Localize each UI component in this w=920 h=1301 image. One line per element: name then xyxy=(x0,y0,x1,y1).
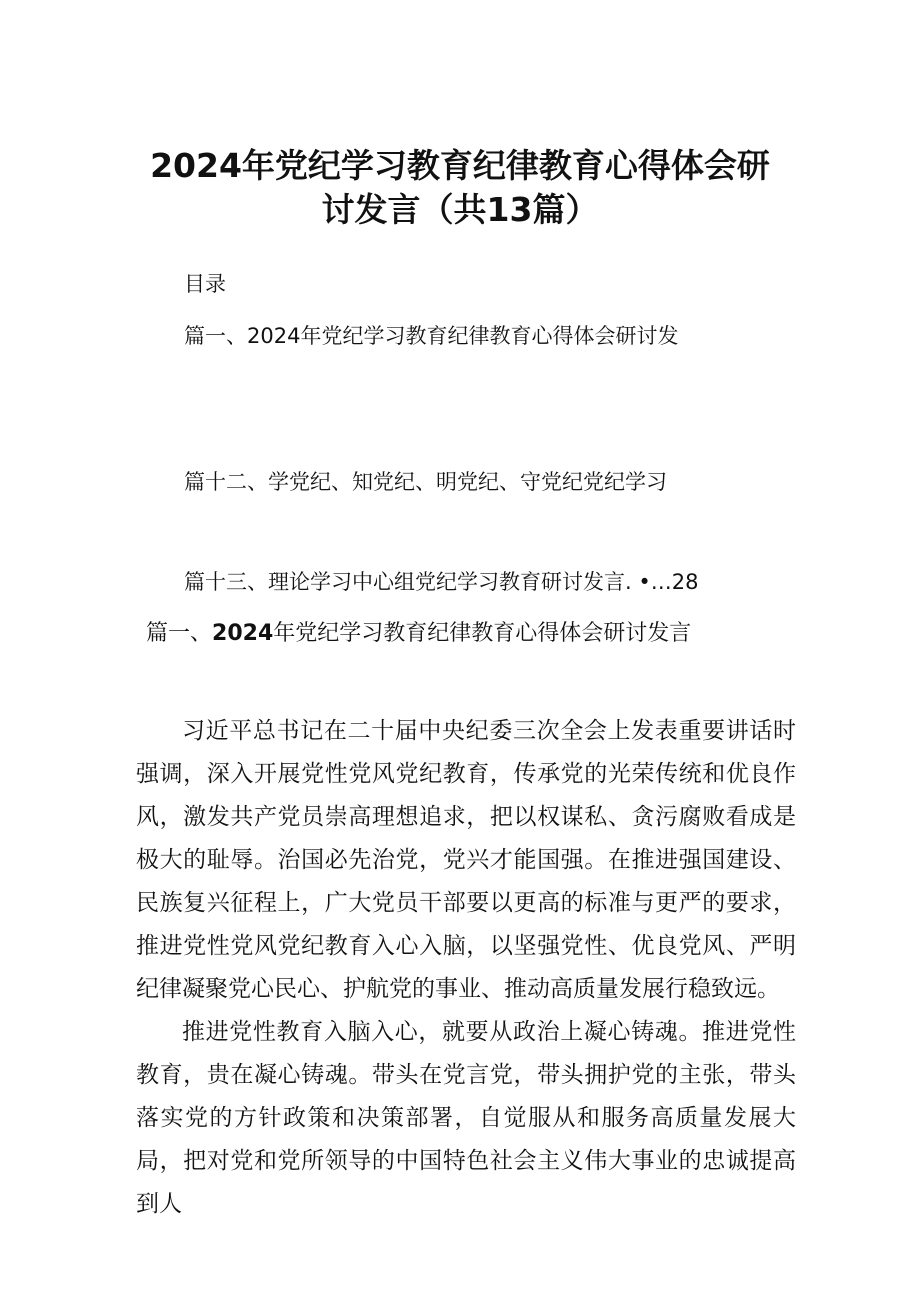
body-paragraph: 习近平总书记在二十届中央纪委三次全会上发表重要讲话时强调，深入开展党性党风党纪教育，传承党的光荣传统和优良作风，激发共产党员崇高理想追求，把以权谋私、贪污腐败看成是极大的耻辱。治国必先治党，党兴才能国强。在推进强国建设、民族复兴征程上，广大党员干部要以更高的标准与更严的要求，推进党性党风党纪教育入心入脑，以坚强党性、优良党风、严明纪律凝聚党心民心、护航党的事业、推动高质量发展行稳致远。 xyxy=(136,718,796,1002)
toc-item[interactable]: 篇一、2024年党纪学习教育纪律教育心得体会研讨发 xyxy=(184,324,679,348)
toc-item[interactable]: 篇十三、理论学习中心组党纪学习教育研讨发言. •…28 xyxy=(184,570,699,594)
document-title-line-1: 2024年党纪学习教育纪律教育心得体会研 xyxy=(150,146,770,185)
section-heading-prefix: 篇一、 xyxy=(146,621,213,646)
body-paragraph: 推进党性教育入脑入心，就要从政治上凝心铸魂。推进党性教育，贵在凝心铸魂。带头在党言党，带头拥护党的主张，带头落实党的方针政策和决策部署，自觉服从和服务高质量发展大局，把对党和党所领导的中国特色社会主义伟大事业的忠诚提高到人 xyxy=(136,1019,796,1217)
section-heading-year: 2024 xyxy=(212,621,274,646)
toc-heading: 目录 xyxy=(184,272,226,296)
document-title-line-2: 讨发言（共13篇） xyxy=(321,190,599,229)
section-heading xyxy=(146,616,691,647)
toc-item[interactable]: 篇十二、学党纪、知党纪、明党纪、守党纪党纪学习 xyxy=(184,470,667,494)
section-heading-title: 年党纪学习教育纪律教育心得体会研讨发言 xyxy=(273,621,692,646)
